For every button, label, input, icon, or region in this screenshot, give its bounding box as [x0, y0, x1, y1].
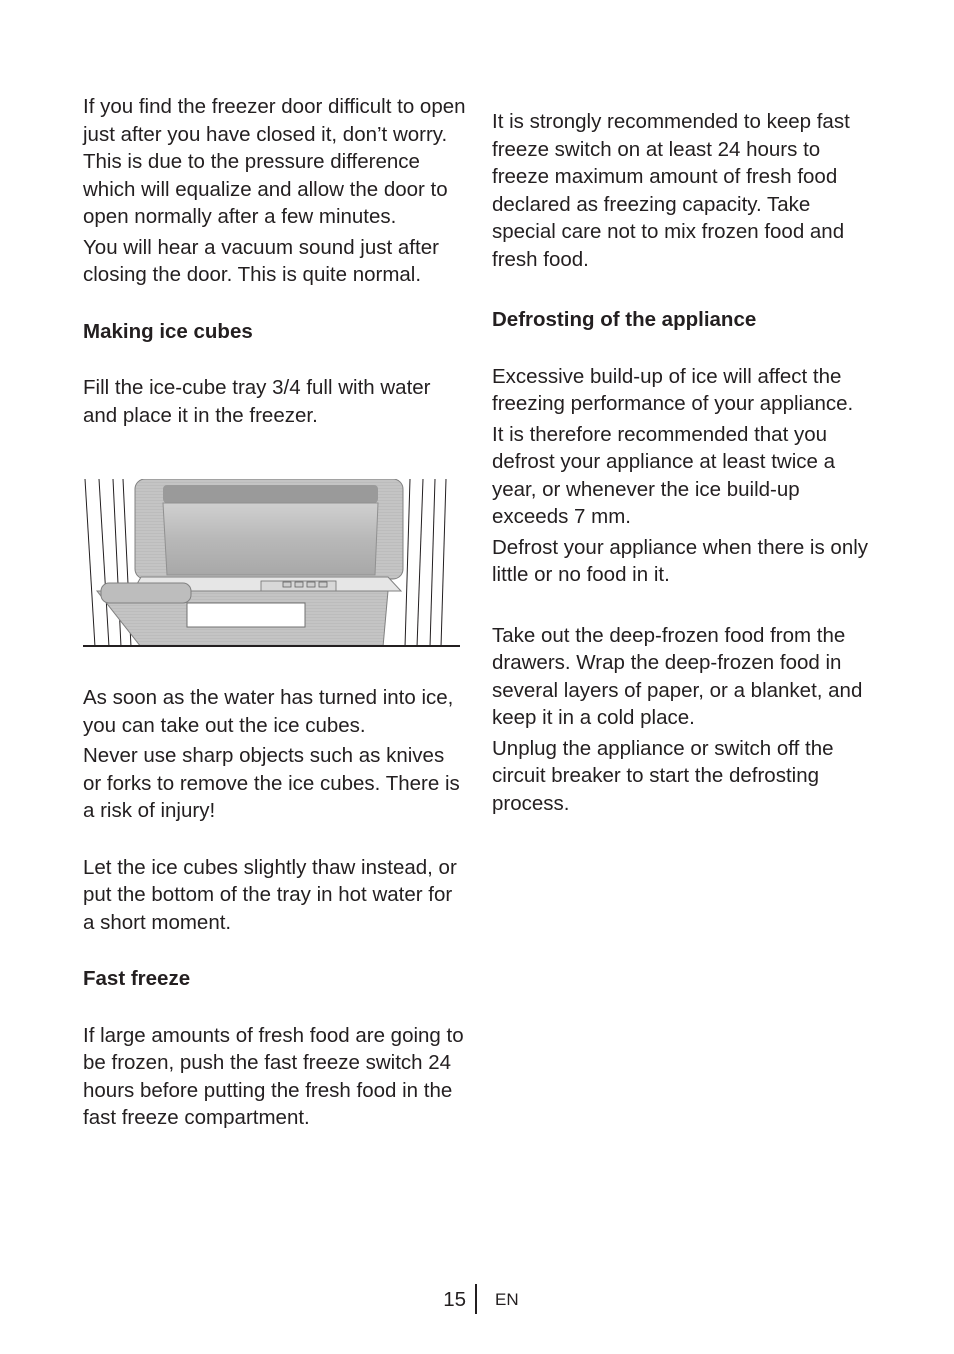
heading-fast-freeze: Fast freeze	[83, 967, 191, 990]
upper-drawer	[135, 479, 403, 579]
take-out-ice-paragraph: As soon as the water has turned into ice, you can take out the ice cubes.	[83, 686, 454, 737]
left-column-lower	[83, 684, 468, 1132]
footer-divider	[475, 1284, 477, 1314]
unplug-paragraph: Unplug the appliance or switch off the circuit breaker to start the defrosting process.	[492, 736, 834, 815]
language-code: EN	[495, 1290, 519, 1309]
defrost-twice-paragraph: It is therefore recommended that you defrost your appliance at least twice a year, or whenever the ice build-up exceeds 7 mm.	[492, 422, 835, 528]
lower-drawer	[97, 583, 388, 647]
left-column	[83, 93, 468, 429]
heading-making-ice-cubes: Making ice cubes	[83, 319, 253, 343]
freezer-door-paragraph: If you find the freezer door difficult to open just after you have closed it, don’t worry. This is due to the pressure difference which will equalize and allow the door to open normally after a few minutes.	[83, 95, 466, 228]
fast-freeze-paragraph: If large amounts of fresh food are going to be frozen, push the fast freeze switch 24 hours before putting the fresh food in the fast freeze compartment.	[83, 1023, 464, 1129]
sharp-objects-warning: Never use sharp objects such as knives or forks to remove the ice cubes. There is a risk of injury!	[83, 744, 460, 822]
page-footer	[0, 1284, 954, 1316]
ice-buildup-paragraph: Excessive build-up of ice will affect the freezing performance of your appliance.	[492, 364, 854, 415]
thaw-paragraph: Let the ice cubes slightly thaw instead, or put the bottom of the tray in hot water for a short moment.	[83, 855, 457, 934]
ice-tray-illustration	[83, 479, 460, 647]
fast-freeze-recommendation: It is strongly recommended to keep fast freeze switch on at least 24 hours to freeze maximum amount of fresh food declared as freezing capacity. Take special care not to mix frozen food and fresh food.	[492, 110, 850, 271]
wrap-food-paragraph: Take out the deep-frozen food from the drawers. Wrap the deep-frozen food in several layers of paper, or a blanket, and keep it in a cold place.	[492, 623, 863, 729]
defrost-empty-paragraph: Defrost your appliance when there is only little or no food in it.	[492, 535, 869, 586]
fill-tray-paragraph: Fill the ice-cube tray 3/4 full with water and place it in the freezer.	[83, 376, 431, 427]
vacuum-sound-paragraph: You will hear a vacuum sound just after closing the door. This is quite normal.	[83, 235, 439, 286]
right-column	[492, 108, 872, 817]
heading-defrosting: Defrosting of the appliance	[492, 308, 757, 331]
page-number: 15	[443, 1288, 466, 1311]
